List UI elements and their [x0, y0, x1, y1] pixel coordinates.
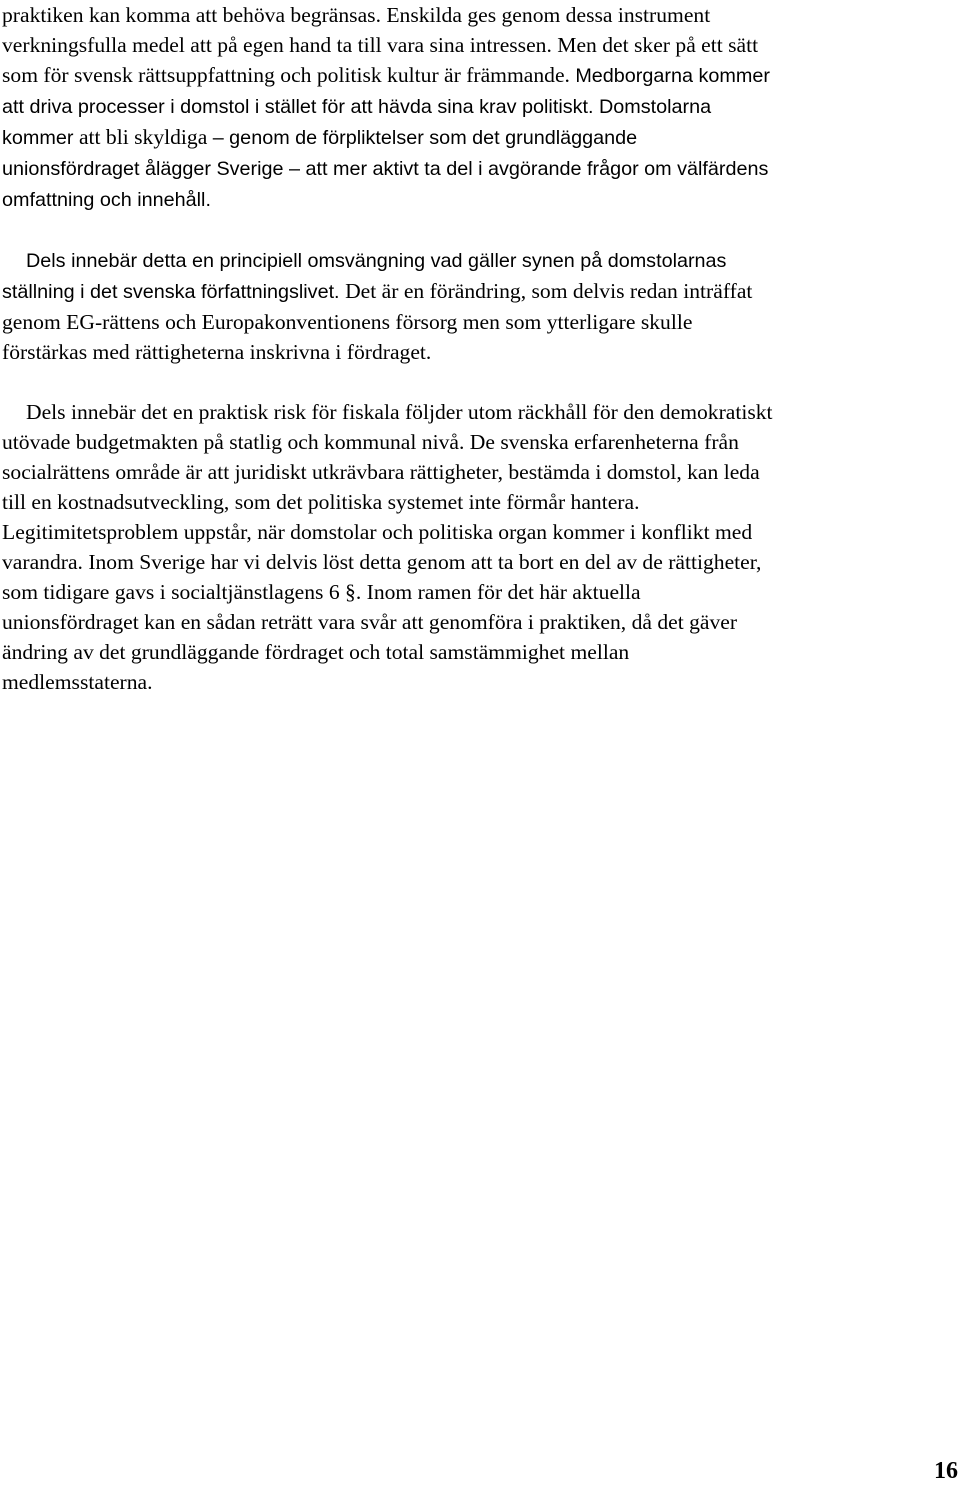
text-segment: kommer	[2, 127, 79, 149]
text-segment: Dels innebär detta en principiell omsvängning vad gäller synen på domstolarnas	[26, 250, 727, 272]
text-segment: genom EG-rättens och Europakonventionens försorg men som ytterligare skulle	[2, 310, 693, 334]
text-line	[2, 397, 952, 427]
text-line	[2, 457, 952, 487]
text-segment: medlemsstaterna.	[2, 670, 153, 694]
text-segment: unionsfördraget ålägger Sverige – att mer aktivt ta del i avgörande frågor om välfärdens	[2, 158, 769, 180]
text-segment: utövade budgetmakten på statlig och kommunal nivå. De svenska erfarenheterna från	[2, 430, 739, 454]
text-line	[2, 337, 952, 367]
text-line	[2, 667, 952, 697]
text-line	[2, 60, 952, 91]
text-segment: att driva processer i domstol i stället för att hävda sina krav politiskt. Domstolarna	[2, 96, 712, 118]
text-line	[2, 307, 952, 337]
text-line	[2, 276, 952, 307]
paragraph	[2, 0, 952, 215]
text-segment: som för svensk rättsuppfattning och politisk kultur är främmande.	[2, 63, 576, 87]
text-segment: socialrättens område är att juridiskt utkrävbara rättigheter, bestämda i domstol, kan leda	[2, 460, 760, 484]
text-segment: unionsfördraget kan en sådan reträtt vara svår att genomföra i praktiken, då det gäver	[2, 610, 738, 634]
text-line	[2, 0, 952, 30]
body-text	[2, 0, 952, 697]
text-segment: som tidigare gavs i socialtjänstlagens 6 §. Inom ramen för det här aktuella	[2, 580, 641, 604]
text-segment: ändring av det grundläggande fördraget och total samstämmighet mellan	[2, 640, 630, 664]
text-segment: – genom de förpliktelser som det grundläggande	[212, 127, 638, 149]
text-line	[2, 245, 952, 276]
text-segment: praktiken kan komma att behöva begränsas. Enskilda ges genom dessa instrument	[2, 3, 711, 27]
paragraph	[2, 397, 952, 697]
text-segment: varandra. Inom Sverige har vi delvis löst detta genom att ta bort en del av de rättigheter,	[2, 550, 762, 574]
text-line	[2, 122, 952, 153]
text-segment: Dels innebär det en praktisk risk för fiskala följder utom räckhåll för den demokratiskt	[26, 400, 773, 424]
text-segment: Det är en förändring, som delvis redan inträffat	[345, 279, 753, 303]
text-line	[2, 184, 952, 215]
text-line	[2, 427, 952, 457]
text-segment: till en kostnadsutveckling, som det politiska systemet inte förmår hantera.	[2, 490, 640, 514]
text-segment: ställning i det svenska författningslivet.	[2, 281, 346, 303]
page-number: 16	[934, 1458, 958, 1484]
text-line	[2, 153, 952, 184]
text-segment: verkningsfulla medel att på egen hand ta till vara sina intressen. Men det sker på ett sätt	[2, 33, 759, 57]
text-segment: att bli skyldiga	[78, 125, 213, 149]
text-segment: omfattning och innehåll.	[2, 189, 211, 211]
text-segment: Legitimitetsproblem uppstår, när domstolar och politiska organ kommer i konflikt med	[2, 520, 753, 544]
paragraph	[2, 245, 952, 367]
text-line	[2, 607, 952, 637]
text-line	[2, 487, 952, 517]
text-segment: Medborgarna kommer	[575, 65, 770, 87]
text-line	[2, 30, 952, 60]
text-line	[2, 637, 952, 667]
text-line	[2, 547, 952, 577]
text-segment: förstärkas med rättigheterna inskrivna i fördraget.	[2, 340, 432, 364]
text-line	[2, 517, 952, 547]
text-line	[2, 577, 952, 607]
text-line	[2, 91, 952, 122]
